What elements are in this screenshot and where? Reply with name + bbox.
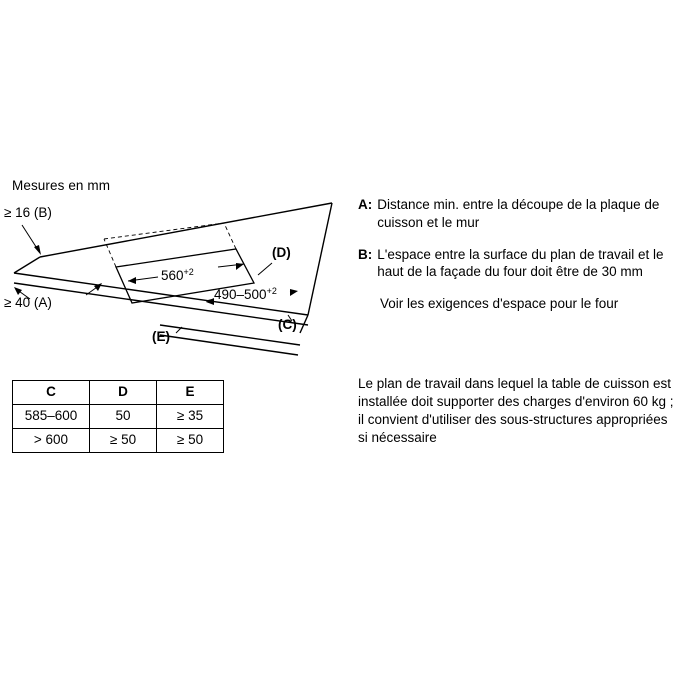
callout-d-label: (D) [272, 245, 291, 260]
callout-b-label: ≥ 16 (B) [4, 205, 52, 220]
table-cell-c: > 600 [13, 428, 90, 452]
dim-560-right-arrowhead [236, 263, 244, 270]
legend-key-b: B: [358, 246, 373, 262]
callout-d-leader [258, 263, 272, 275]
dim-depth-label: $490-500^{+2}$ [214, 286, 277, 302]
cutout-guide-back [104, 223, 224, 239]
callout-c-label: (C) [278, 317, 297, 332]
legend-text-a: Distance min. entre la découpe de la plaque de cuisson et le mur [377, 197, 660, 230]
table-header-d: D [90, 381, 157, 405]
hob-cutout-diagram [0, 195, 350, 365]
table-cell-c: 585–600 [13, 404, 90, 428]
callout-b-arrowhead [34, 245, 41, 255]
table-header-e: E [157, 381, 224, 405]
callout-a-label: ≥ 40 (A) [4, 295, 52, 310]
table-header-c: C [13, 381, 90, 405]
measures-unit-label: Mesures en mm [12, 178, 111, 193]
dim-depth-arrowhead [206, 298, 214, 305]
dimensions-table [12, 380, 224, 453]
table-cell-d: ≥ 50 [90, 428, 157, 452]
table-cell-d: 50 [90, 404, 157, 428]
callout-e-label: (E) [152, 329, 170, 344]
legend-text-b: L'espace entre la surface du plan de travail et le haut de la façade du four doit être de 30 mm [377, 246, 664, 280]
table-row [13, 404, 224, 428]
dim-depth-arrowhead-right [290, 289, 298, 296]
legend-item-a [358, 196, 688, 232]
table-row [13, 428, 224, 452]
worktop-right-edge [308, 203, 332, 315]
table-cell-e: ≥ 35 [157, 404, 224, 428]
cutout-guide-right [224, 223, 236, 249]
worktop-left-edge [14, 257, 40, 273]
front-band-bottom [160, 335, 298, 355]
dim-560-left-arrowhead [128, 277, 136, 284]
table-cell-e: ≥ 50 [157, 428, 224, 452]
worktop-load-note: Le plan de travail dans lequel la table de cuisson est installée doit supporter des charges d'environ 60 kg ; il convient d'utiliser des sous-structures appropriées si nécessaire [358, 376, 674, 446]
oven-space-note: Voir les exigences d'espace pour le four [380, 296, 619, 312]
legend-item-b [358, 246, 688, 282]
table-header-row [13, 381, 224, 405]
callout-a-arrowhead [14, 287, 22, 295]
dim-560-label: $560^{+2}$ [161, 267, 194, 283]
legend-panel [358, 196, 688, 313]
legend-key-a: A: [358, 197, 373, 212]
